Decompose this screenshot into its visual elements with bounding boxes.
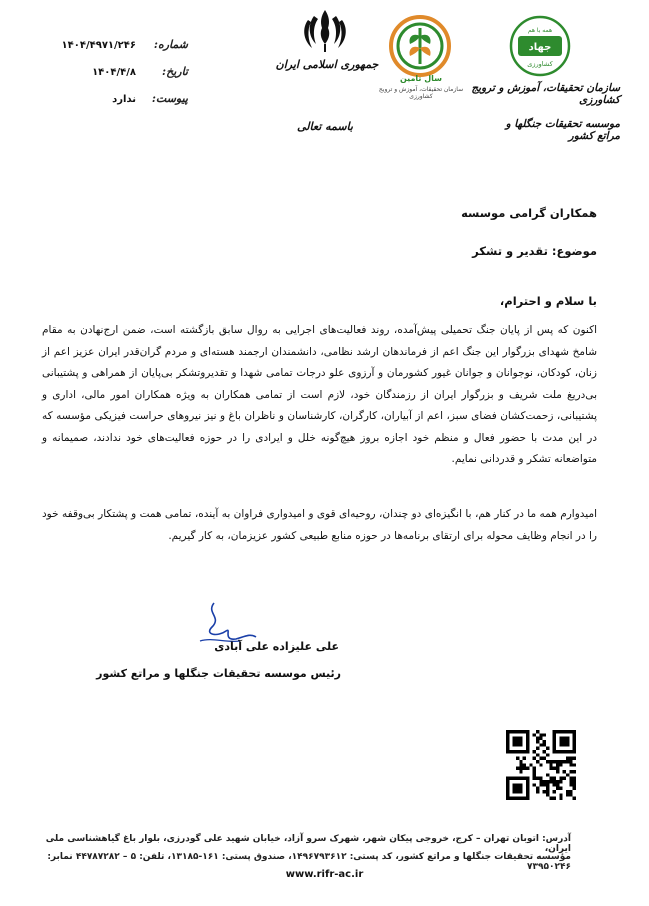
attachment-row: [38, 92, 188, 119]
number-row: [38, 38, 188, 65]
date-label: تاریخ:: [162, 65, 188, 78]
signer-name: علی علیزاده علی آبادی: [214, 640, 339, 653]
jihad-keshavarzi-logo-icon: [508, 14, 572, 78]
republic-title: جمهوری اسلامی ایران: [275, 58, 379, 71]
iran-emblem-icon: [300, 6, 350, 56]
subject-line: موضوع: تقدیر و تشکر: [472, 244, 597, 258]
jihad-top-text: همه با هم: [527, 27, 553, 34]
footer-website[interactable]: www.rifr-ac.ir: [285, 869, 364, 880]
letter-meta: [38, 38, 188, 119]
jihad-sub-text: کشاورزی: [527, 60, 553, 68]
slogan-text: سال تامین: [399, 74, 443, 83]
date-value: ۱۴۰۴/۴/۸: [92, 67, 136, 78]
body-paragraph-1: اکنون که پس از پایان جنگ تحمیلی پیش‌آمده، روند فعالیت‌های اجرایی به روال سابق بازگشته است، ضمن ارج‌نهادن به مقام شامخ شهدای بزرگوار این جنگ اعم از فرماندهان ارشد نظامی، دانشمندان ارجمند هسته‌ای و مردم گران‌قدر ایران عزیز اعم از زنان، کودکان، نوجوانان و جوانان غیور کشورمان و آرزوی علو درجات تمامی شهدا و تقدیروتشکر بی‌پایان از همراهی و پشتیبانی بی‌دریغ ملت شریف و بزرگوار ایران از رزمندگان خود، لازم است از تمامی همکاران به ویژه همکاران امور مالی، اداری و پشتیبانی، زحمت‌کشان فضای سبز، اعم از آبیاران، کارگران، کارشناسان و ناظران باغ و نیز نیروهای حراست فیزیکی مؤسسه که در این مدت با حضور فعال و منظم خود اجازه بروز هیچ‌گونه خلل و ایرادی را در حوزه فعالیت‌های خود ندادند، صمیمانه و متواضعانه تشکر و قدردانی نمایم.: [42, 324, 597, 465]
qr-code: [506, 730, 576, 800]
date-row: [38, 65, 188, 92]
attachment-label: پیوست:: [151, 92, 188, 105]
footer-address: آدرس: اتوبان تهران – کرج، خروجی پیکان شهر، شهرک سرو آزاد، خیابان شهید علی گودرزی، بلوار باغ گیاهشناسی ملی ایران،: [45, 834, 571, 854]
slogan-subtext: سازمان تحقیقات، آموزش و ترویج کشاورزی: [378, 86, 464, 100]
attachment-value: ندارد: [112, 94, 136, 105]
body-paragraph-2: امیدوارم همه ما در کنار هم، با انگیزه‌ای دو چندان، روحیه‌ای قوی و امیدواری فراوان به آینده، تمامی همت و پشتکار بی‌وقفه خود را در انجام وظایف محوله برای ارتقای برنامه‌ها در حوزه منابع طبیعی کشور عزیزمان، به کار گیریم.: [42, 508, 597, 542]
footer-contact: مؤسسه تحقیقات جنگلها و مراتع کشور، کد پستی: ۱۴۹۶۷۹۳۶۱۲، صندوق پستی: ۱۶۱-۱۳۱۸۵، تلفن: ۵ – ۴۴۷۸۷۲۸۲ نمابر: ۷۳۹۵۰۲۴۶: [47, 852, 571, 872]
number-label: شماره:: [153, 38, 188, 51]
org-line-1: سازمان تحقیقات، آموزش و ترویج کشاورزی: [471, 82, 620, 106]
in-the-name-of-god: باسمه تعالی: [297, 120, 353, 133]
addressee: همکاران گرامی موسسه: [461, 206, 597, 220]
org-line-2: موسسه تحقیقات جنگلها و مراتع کشور: [505, 118, 620, 142]
greeting: با سلام و احترام،: [499, 294, 597, 308]
slogan-logo-icon: [388, 14, 452, 78]
number-value: ۱۴۰۴/۴۹۷۱/۲۴۶: [61, 40, 136, 51]
signer-title: رئیس موسسه تحقیقات جنگلها و مراتع کشور: [96, 667, 341, 680]
jihad-main-text: جهاد: [528, 42, 552, 53]
